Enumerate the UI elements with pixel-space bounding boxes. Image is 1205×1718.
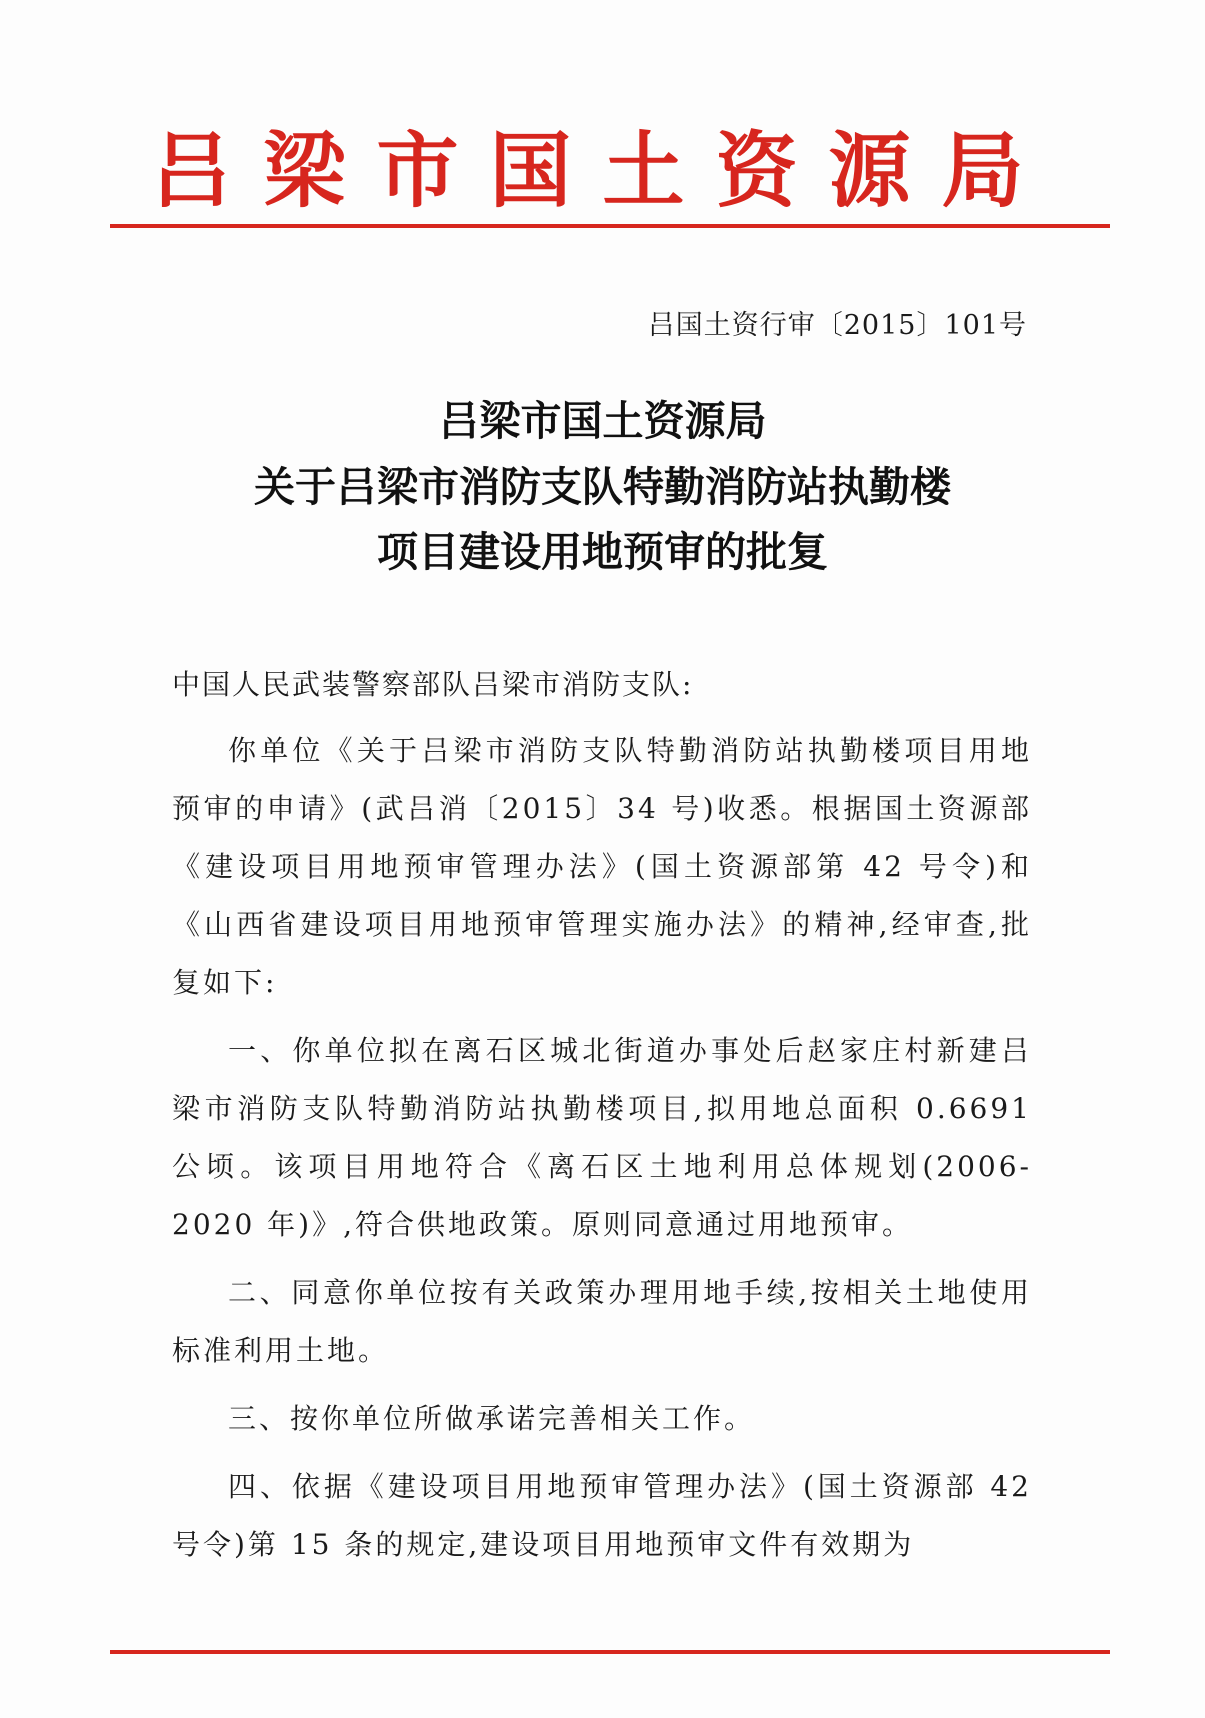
salutation: 中国人民武装警察部队吕梁市消防支队: (172, 668, 694, 701)
body-paragraph-item-4: 四、依据《建设项目用地预审管理办法》(国土资源部 42 号令)第 15 条的规定,建设项目用地预审文件有效期为 (172, 1470, 1032, 1561)
letterhead-red-rule (110, 224, 1110, 228)
body-paragraph-intro: 你单位《关于吕梁市消防支队特勤消防站执勤楼项目用地预审的申请》(武吕消〔2015〕34 号)收悉。根据国土资源部《建设项目用地预审管理办法》(国土资源部第 42 号令)和《山西省建设项目用地预审管理实施办法》的精神,经审查,批复如下: (172, 734, 1032, 999)
body-paragraph-item-3: 三、按你单位所做承诺完善相关工作。 (228, 1402, 756, 1435)
document-title-line-2: 关于吕梁市消防支队特勤消防站执勤楼 (254, 463, 951, 511)
letterhead-org-name: 吕梁市国土资源局 (150, 123, 1055, 219)
document-body (172, 722, 1032, 1574)
body-paragraph-item-2: 二、同意你单位按有关政策办理用地手续,按相关土地使用标准利用土地。 (172, 1276, 1032, 1367)
document-title-line-3: 项目建设用地预审的批复 (377, 528, 828, 576)
document-title-line-1: 吕梁市国土资源局 (438, 397, 767, 445)
footer-red-rule (110, 1650, 1110, 1654)
body-paragraph-item-1: 一、你单位拟在离石区城北街道办事处后赵家庄村新建吕梁市消防支队特勤消防站执勤楼项目,拟用地总面积 0.6691 公顷。该项目用地符合《离石区土地利用总体规划(2006-2020 年)》,符合供地政策。原则同意通过用地预审。 (172, 1034, 1032, 1241)
document-number: 吕国土资行审〔2015〕101号 (647, 310, 1027, 341)
